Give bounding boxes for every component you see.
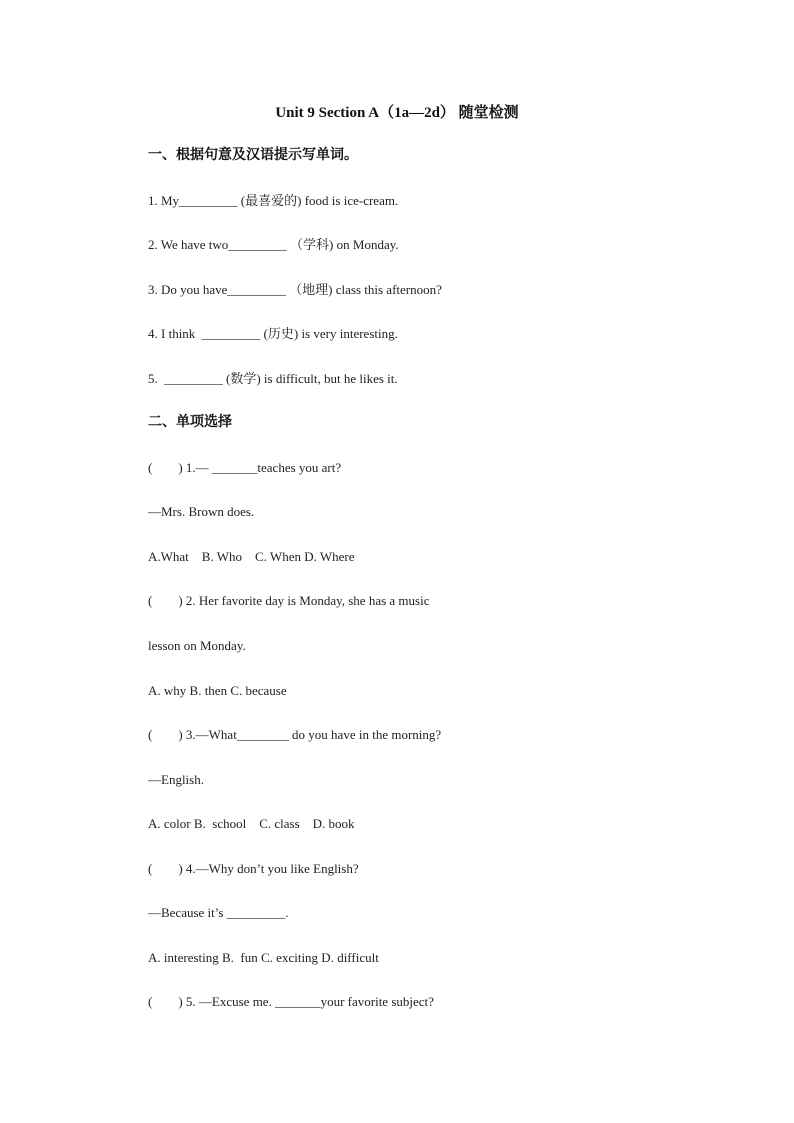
- question-line: —Because it’s _________.: [148, 905, 289, 920]
- question-line: ( ) 1.— _______teaches you art?: [148, 460, 342, 475]
- fill-blank-item: 2. We have two_________ （学科) on Monday.: [148, 237, 399, 252]
- fill-blank-item: 3. Do you have_________ （地理) class this afternoon?: [148, 282, 442, 297]
- question-line: —English.: [148, 772, 204, 787]
- question-line: —Mrs. Brown does.: [148, 504, 255, 519]
- question-line: ( ) 3.—What________ do you have in the morning?: [148, 727, 442, 742]
- question-line: ( ) 2. Her favorite day is Monday, she has a music: [148, 593, 430, 608]
- fill-blank-item: 5. _________ (数学) is difficult, but he likes it.: [148, 371, 398, 386]
- section-heading-1: 一、根据句意及汉语提示写单词。: [148, 148, 358, 163]
- options-line: A. interesting B. fun C. exciting D. difficult: [148, 950, 379, 965]
- options-line: A. color B. school C. class D. book: [148, 816, 355, 831]
- page-title: Unit 9 Section A（1a—2d） 随堂检测: [275, 105, 519, 121]
- fill-blank-item: 1. My_________ (最喜爱的) food is ice-cream.: [148, 193, 399, 208]
- question-line: ( ) 5. —Excuse me. _______your favorite subject?: [148, 994, 434, 1009]
- fill-blank-item: 4. I think _________ (历史) is very interesting.: [148, 326, 398, 341]
- question-line: ( ) 4.—Why don’t you like English?: [148, 861, 359, 876]
- question-line: lesson on Monday.: [148, 638, 246, 653]
- options-line: A.What B. Who C. When D. Where: [148, 549, 355, 564]
- section-heading-2: 二、单项选择: [148, 415, 232, 430]
- options-line: A. why B. then C. because: [148, 683, 287, 698]
